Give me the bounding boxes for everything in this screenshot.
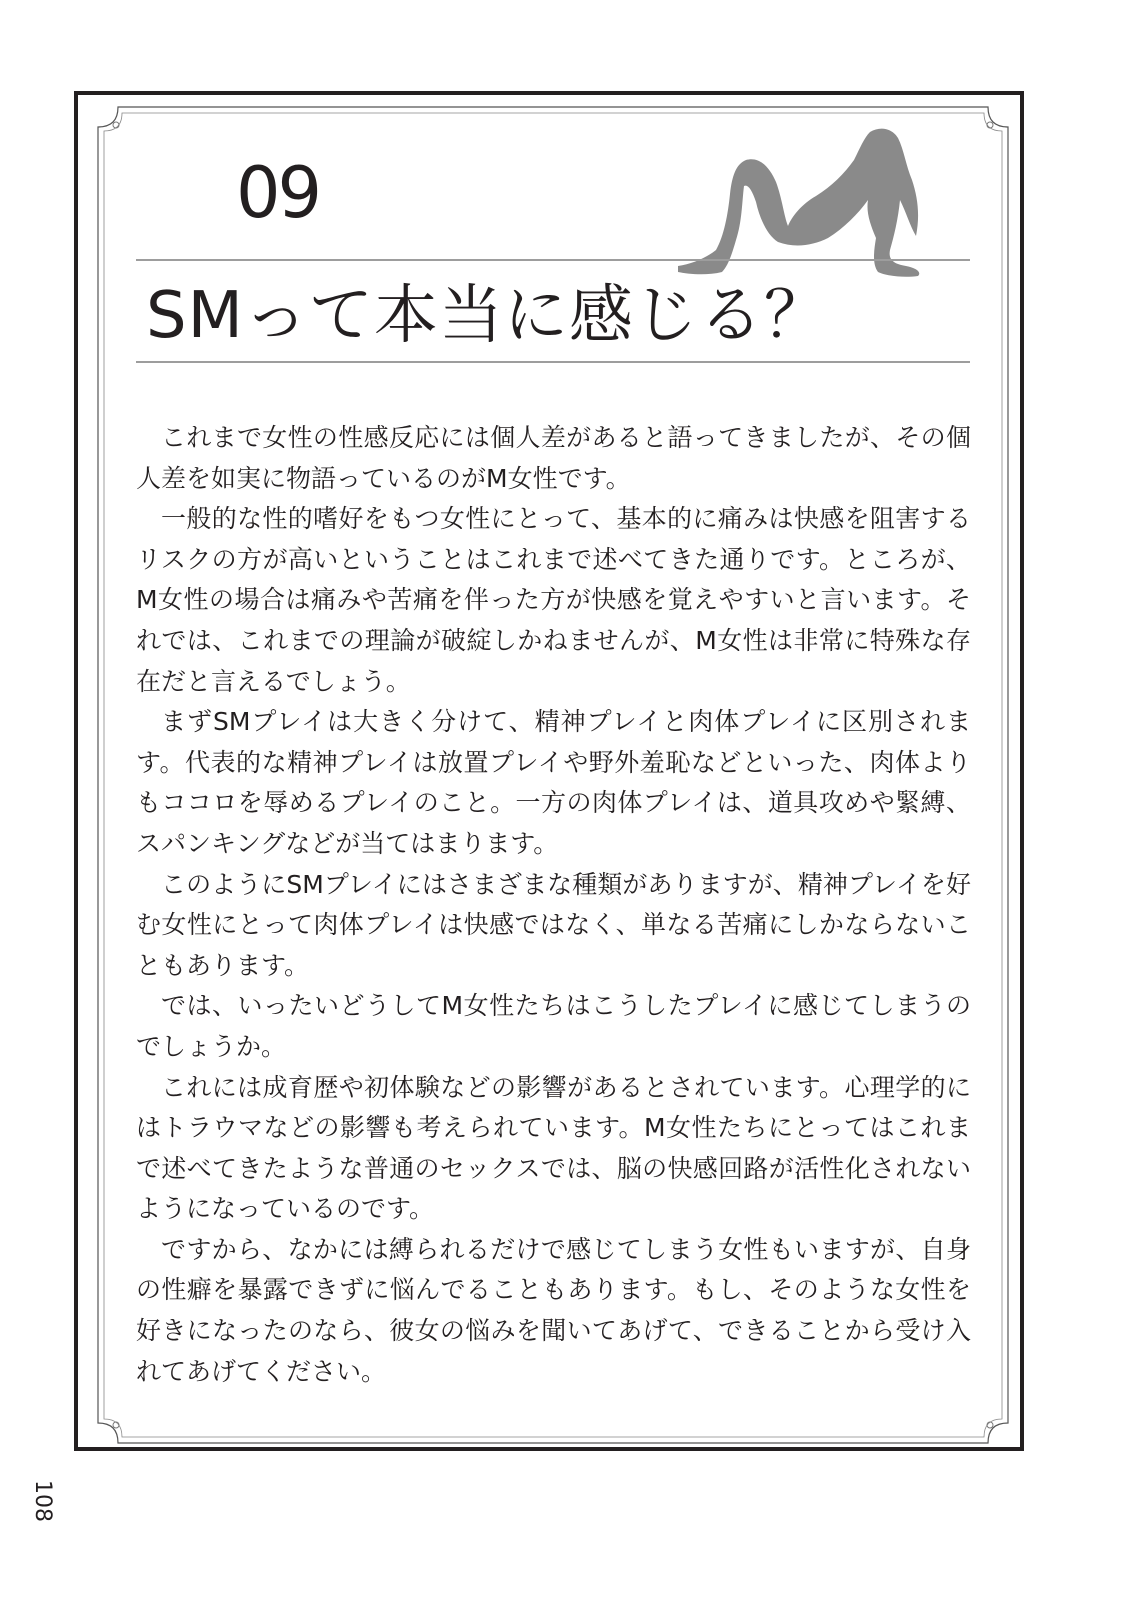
paragraph: これには成育歴や初体験などの影響があるとされています。心理学的にはトラウマなどの影響も考えられています。M女性たちにとってはこれまで述べてきたような普通のセックスでは、脳の快感回路が活性化されないようになっているのです。 xyxy=(136,1072,971,1224)
paragraph: このようにSMプレイにはさまざまな種類がありますが、精神プレイを好む女性にとって肉体プレイは快感ではなく、単なる苦痛にしかならないこともあります。 xyxy=(136,869,971,980)
paragraph: では、いったいどうしてM女性たちはこうしたプレイに感じてしまうのでしょうか。 xyxy=(136,991,971,1061)
paragraph: 一般的な性的嗜好をもつ女性にとって、基本的に痛みは快感を阻害するリスクの方が高いということはこれまで述べてきた通りです。ところが、M女性の場合は痛みや苦痛を伴った方が快感を覚えやすいと言います。それでは、これまでの理論が破綻しかねませんが、M女性は非常に特殊な存在だと言えるでしょう。 xyxy=(136,504,971,696)
title-rule-top xyxy=(136,259,970,261)
paragraph: まずSMプレイは大きく分けて、精神プレイと肉体プレイに区別されます。代表的な精神プレイは放置プレイや野外羞恥などといった、肉体よりもココロを辱めるプレイのこと。一方の肉体プレイは、道具攻めや緊縛、スパンキングなどが当てはまります。 xyxy=(136,707,971,858)
chapter-title: SMって本当に感じる？ xyxy=(146,279,829,353)
reclining-woman-silhouette-icon xyxy=(672,124,922,280)
title-rule-bottom xyxy=(136,361,970,363)
chapter-number: 09 xyxy=(236,152,320,234)
page-number: 108 xyxy=(30,1480,55,1522)
body-text xyxy=(136,418,971,1392)
paragraph: ですから、なかには縛られるだけで感じてしまう女性もいますが、自身の性癖を暴露できずに悩んでることもあります。もし、そのような女性を好きになったのなら、彼女の悩みを聞いてあげて、できることから受け入れてあげてください。 xyxy=(136,1234,971,1386)
paragraph: これまで女性の性感反応には個人差があると語ってきましたが、その個人差を如実に物語っているのがM女性です。 xyxy=(136,423,971,493)
